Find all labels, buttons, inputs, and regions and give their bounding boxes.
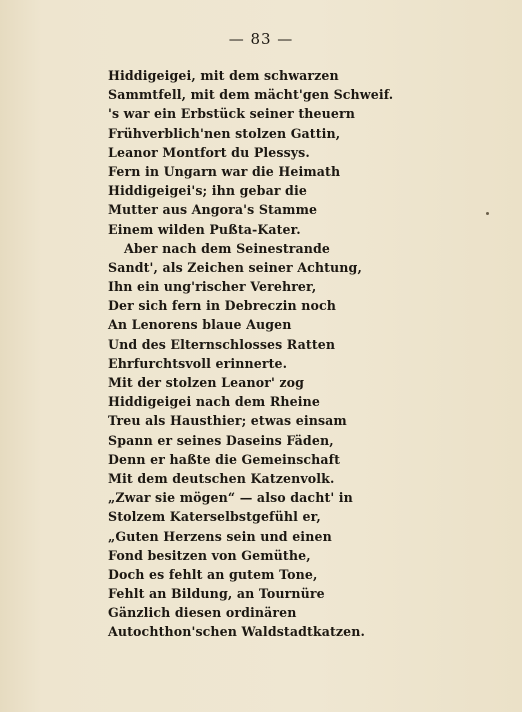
verse-block	[108, 66, 393, 642]
verse-line: Leanor Montfort du Plessys.	[108, 144, 310, 160]
verse-line: Mit der stolzen Leanor' zog	[108, 375, 305, 390]
verse-line: Ihn ein ung'rischer Verehrer,	[108, 279, 317, 295]
verse-line: Hiddigeigei's; ihn gebar die	[108, 183, 307, 199]
verse-line: „Guten Herzens sein und einen	[108, 528, 332, 544]
verse-line: Aber nach dem Seinestrande	[124, 240, 330, 256]
verse-line: Ehrfurchtsvoll erinnerte.	[108, 355, 288, 371]
verse-line: „Zwar sie mögen“ — also dacht' in	[108, 490, 353, 506]
verse-line: Treu als Hausthier; etwas einsam	[108, 413, 347, 429]
verse-line: Der sich fern in Debreczin noch	[108, 298, 336, 314]
verse-line: Hiddigeigei nach dem Rheine	[108, 394, 321, 410]
verse-line: Stolzem Katerselbstgefühl er,	[108, 509, 321, 525]
verse-line: Sammtfell, mit dem mächt'gen Schweif.	[108, 87, 394, 103]
verse-line: Mutter aus Angora's Stamme	[108, 202, 318, 218]
verse-line: Einem wilden Pußta-Kater.	[108, 221, 301, 237]
paper-speck	[486, 212, 489, 215]
verse-line: Autochthon'schen Waldstadtkatzen.	[108, 624, 366, 640]
verse-line: Frühverblich'nen stolzen Gattin,	[108, 125, 341, 141]
verse-line: Sandt', als Zeichen seiner Achtung,	[108, 259, 362, 275]
verse-line: An Lenorens blaue Augen	[108, 317, 292, 333]
page-number: — 83 —	[228, 30, 294, 48]
verse-line: Gänzlich diesen ordinären	[108, 605, 297, 621]
verse-line: Denn er haßte die Gemeinschaft	[108, 451, 341, 467]
verse-line: Fond besitzen von Gemüthe,	[108, 547, 311, 563]
verse-line: Doch es fehlt an gutem Tone,	[108, 566, 318, 582]
verse-line: Mit dem deutschen Katzenvolk.	[108, 470, 335, 486]
verse-line: Und des Elternschlosses Ratten	[108, 336, 336, 352]
verse-line: Spann er seines Daseins Fäden,	[108, 432, 334, 448]
verse-line: 's war ein Erbstück seiner theuern	[108, 106, 355, 122]
verse-line: Fehlt an Bildung, an Tournüre	[108, 586, 325, 602]
verse-line: Hiddigeigei, mit dem schwarzen	[108, 68, 339, 83]
verse-line: Fern in Ungarn war die Heimath	[108, 163, 341, 179]
